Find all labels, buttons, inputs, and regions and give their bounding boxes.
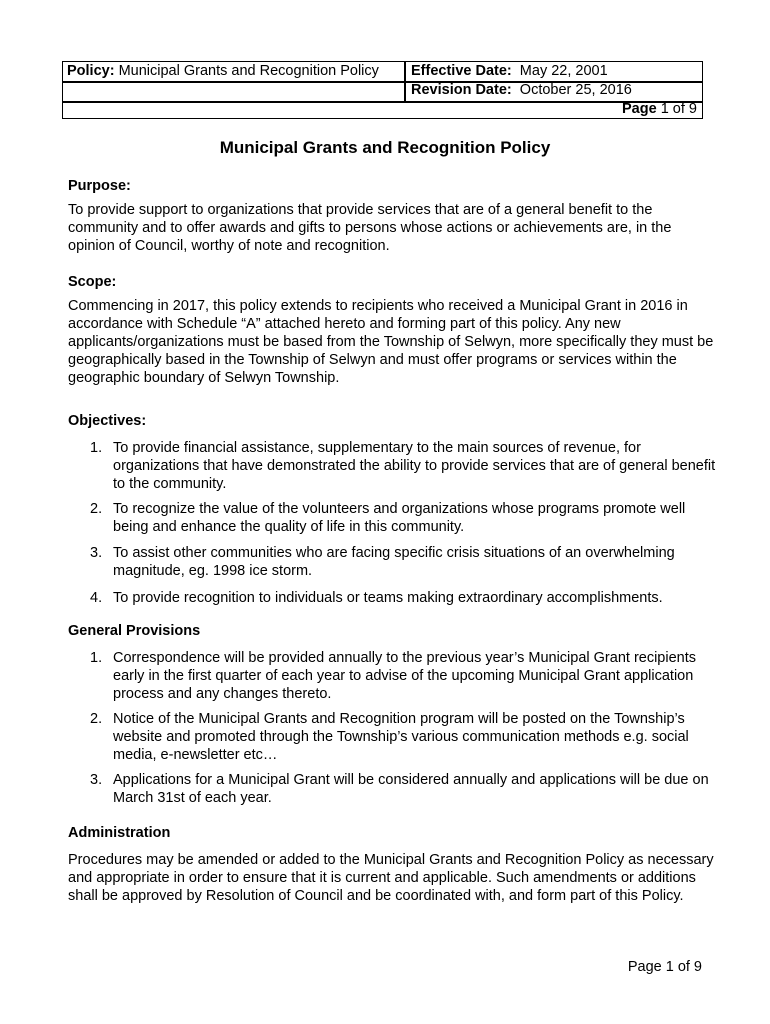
objective-item (90, 589, 720, 607)
list-text: To provide recognition to individuals or teams making extraordinary accomplishments. (113, 590, 663, 606)
list-number: 1. (90, 650, 103, 666)
document-title: Municipal Grants and Recognition Policy (219, 138, 551, 157)
provision-item (90, 771, 720, 807)
provision-item (90, 649, 720, 703)
administration-text: Procedures may be amended or added to the Municipal Grants and Recognition Policy as necessary and appropriate in order to ensure that it is current and applicable. Such amendments or additions shall be approved by Resolution of Council and be coordinated with, and form part of this Policy. (68, 852, 714, 904)
policy-value: Municipal Grants and Recognition Policy (118, 63, 379, 79)
administration-heading: Administration (68, 825, 171, 841)
policy-label: Policy: (67, 63, 115, 79)
objectives-heading: Objectives: (68, 413, 147, 429)
list-number: 3. (90, 545, 103, 561)
list-text: Correspondence will be provided annually to the previous year’s Municipal Grant recipients early in the first quarter of each year to advise of the upcoming Municipal Grant application process and any changes thereto. (113, 650, 697, 702)
list-text: Notice of the Municipal Grants and Recognition program will be posted on the Township’s website and promoted through the Township’s various communication methods e.g. social media, e-newsletter etc… (113, 711, 689, 763)
list-text: To assist other communities who are facing specific crisis situations of an overwhelming magnitude, eg. 1998 ice storm. (113, 545, 675, 579)
objective-item (90, 439, 720, 493)
objective-item (90, 500, 720, 536)
list-number: 3. (90, 772, 103, 788)
objective-item (90, 544, 720, 580)
provision-item (90, 710, 720, 764)
revision-date-cell (411, 81, 632, 100)
list-number: 4. (90, 590, 103, 606)
list-number: 2. (90, 501, 103, 517)
header-divider-row2 (63, 101, 702, 103)
effective-date-cell (411, 62, 608, 81)
effective-date-label: Effective Date: (411, 63, 512, 79)
purpose-heading: Purpose: (68, 178, 131, 194)
page-number-cell (622, 100, 697, 119)
general-provisions-heading: General Provisions (68, 623, 201, 639)
list-text: To recognize the value of the volunteers and organizations whose programs promote well being and enhance the quality of life in this community. (113, 501, 686, 535)
list-text: Applications for a Municipal Grant will be considered annually and applications will be due on March 31st of each year. (113, 772, 709, 806)
purpose-text: To provide support to organizations that provide services that are of a general benefit to the community and to offer awards and gifts to persons whose actions or achievements are, in the opinion of Council, worthy of note and recognition. (68, 202, 672, 254)
effective-date-value: May 22, 2001 (519, 63, 608, 79)
list-number: 1. (90, 440, 103, 456)
page-label: Page (622, 101, 657, 117)
scope-heading: Scope: (68, 274, 117, 290)
footer-page-number: Page 1 of 9 (627, 959, 702, 975)
page-value: 1 of 9 (660, 101, 697, 117)
revision-date-label: Revision Date: (411, 82, 512, 98)
list-number: 2. (90, 711, 103, 727)
header-table (62, 61, 703, 119)
list-text: To provide financial assistance, supplementary to the main sources of revenue, for organizations that have demonstrated the ability to provide services that are of general benefit to the community. (113, 440, 716, 492)
revision-date-value: October 25, 2016 (519, 82, 632, 98)
scope-text: Commencing in 2017, this policy extends to recipients who received a Municipal Grant in 2016 in accordance with Schedule “A” attached hereto and forming part of this policy. Any new applicants/organizations must be based from the Township of Selwyn, more specifically they must be geographically based in the Township of Selwyn and must offer programs or services within the geographic boundary of Selwyn Township. (68, 298, 714, 386)
policy-cell (67, 62, 379, 81)
